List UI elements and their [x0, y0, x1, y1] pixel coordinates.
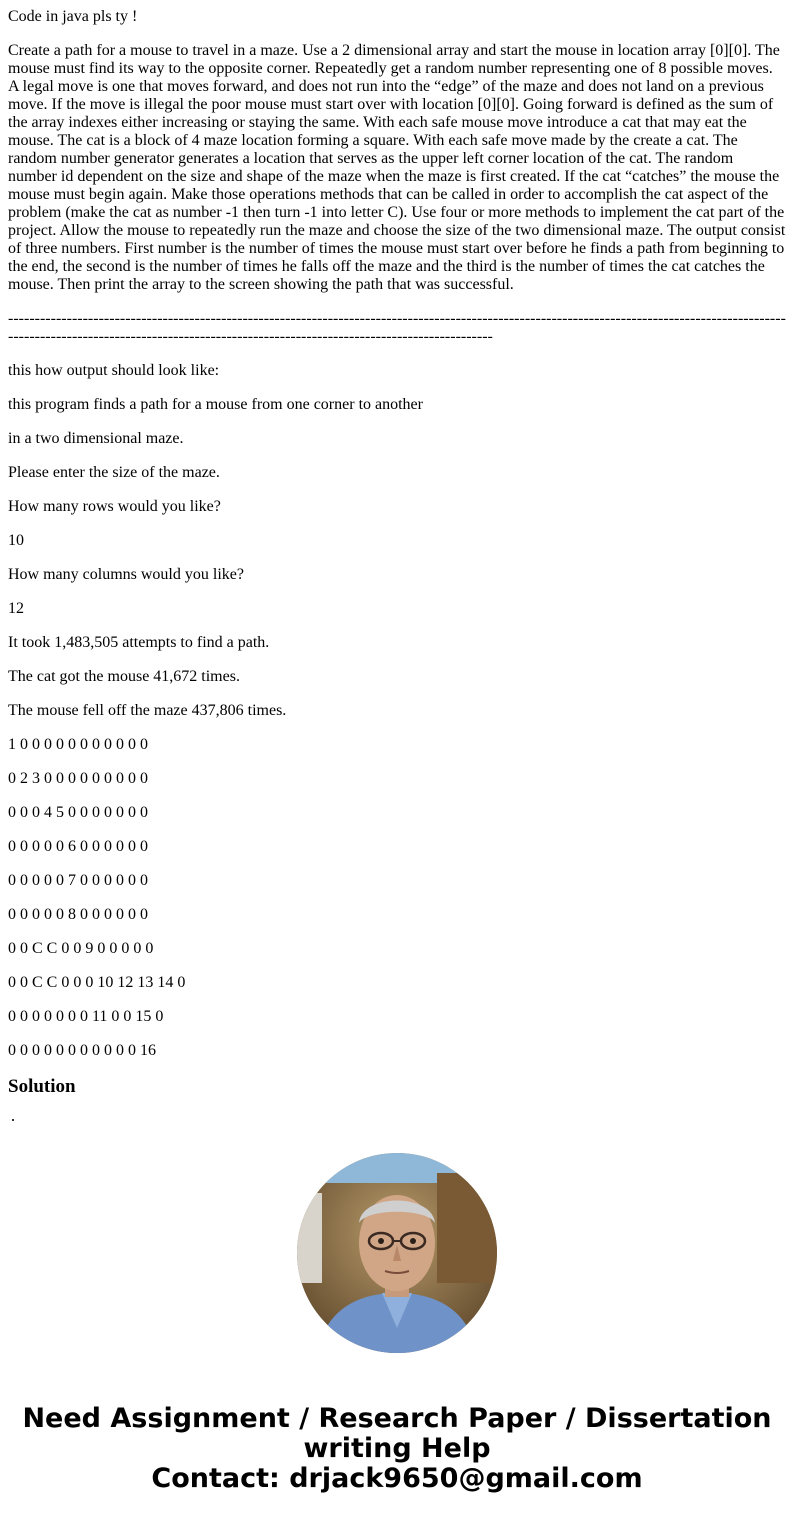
output-line: How many rows would you like?	[8, 498, 221, 515]
output-line: How many columns would you like?	[8, 566, 244, 583]
output-line: this how output should look like:	[8, 362, 220, 379]
maze-row: 0 0 0 0 0 0 0 0 0 0 0 16	[8, 1042, 156, 1059]
promo-banner	[0, 1404, 794, 1494]
problem-statement: Create a path for a mouse to travel in a maze. Use a 2 dimensional array and start the mouse in location array [0][0]. The mouse must find its way to the opposite corner. Repeatedly get a random number representing one of 8 possible moves. A legal move is one that moves forward, and does not run into the “edge” of the maze and does not land on a previous move. If the move is illegal the poor mouse must start over with location [0][0]. Going forward is defined as the sum of the array indexes either increasing or staying the same. With each safe mouse move introduce a cat that may eat the mouse. The cat is a block of 4 maze location forming a square. With each safe move made by the create a cat. The random number generator generates a location that serves as the upper left corner location of the cat. The random number id dependent on the size and shape of the maze when the maze is first created. If the cat “catches” the mouse the mouse must begin again. Make those operations methods that can be called in order to accomplish the cat aspect of the problem (make the cat as number -1 then turn -1 into letter C). Use four or more methods to implement the cat part of the project. Allow the mouse to repeatedly run the maze and choose the size of the two dimensional maze. The output consist of three numbers. First number is the number of times the mouse must start over before he finds a path from beginning to the end, the second is the number of times he falls off the maze and the third is the number of times the cat catches the mouse. Then print the array to the screen showing the path that was successful.	[8, 42, 786, 293]
maze-row: 0 0 C C 0 0 0 10 12 13 14 0	[8, 974, 186, 991]
maze-row: 0 0 0 0 0 0 0 11 0 0 15 0	[8, 1008, 164, 1025]
author-photo	[297, 1153, 497, 1353]
maze-row: 0 0 0 0 0 8 0 0 0 0 0 0	[8, 906, 148, 923]
promo-contact: Contact: drjack9650@gmail.com	[151, 1463, 643, 1494]
output-line: The mouse fell off the maze 437,806 times.	[8, 702, 287, 719]
output-line: 10	[8, 532, 24, 549]
output-line: this program finds a path for a mouse from one corner to another	[8, 396, 423, 413]
promo-line-2: writing Help	[303, 1433, 491, 1464]
maze-row: 0 0 0 0 0 6 0 0 0 0 0 0	[8, 838, 148, 855]
output-line: Please enter the size of the maze.	[8, 464, 220, 481]
maze-row: 1 0 0 0 0 0 0 0 0 0 0 0	[8, 736, 148, 753]
output-line: 12	[8, 600, 24, 617]
maze-row: 0 0 C C 0 0 9 0 0 0 0 0	[8, 940, 154, 957]
author-avatar	[297, 1153, 497, 1353]
output-line: The cat got the mouse 41,672 times.	[8, 668, 240, 685]
promo-line-1: Need Assignment / Research Paper / Dissertation	[22, 1403, 772, 1434]
separator-line: ---------------------------------------------------------------------------------------------------------------------------------------------------------------------------------------------------------------------------------------------	[8, 310, 786, 345]
question-intro: Code in java pls ty !	[8, 8, 138, 25]
solution-heading: Solution	[8, 1076, 76, 1097]
maze-row: 0 2 3 0 0 0 0 0 0 0 0 0	[8, 770, 148, 787]
output-line: in a two dimensional maze.	[8, 430, 184, 447]
output-line: It took 1,483,505 attempts to find a path.	[8, 634, 270, 651]
maze-row: 0 0 0 0 0 7 0 0 0 0 0 0	[8, 872, 148, 889]
maze-row: 0 0 0 4 5 0 0 0 0 0 0 0	[8, 804, 148, 821]
solution-placeholder-mark	[12, 1119, 14, 1121]
question-content	[8, 8, 786, 1098]
